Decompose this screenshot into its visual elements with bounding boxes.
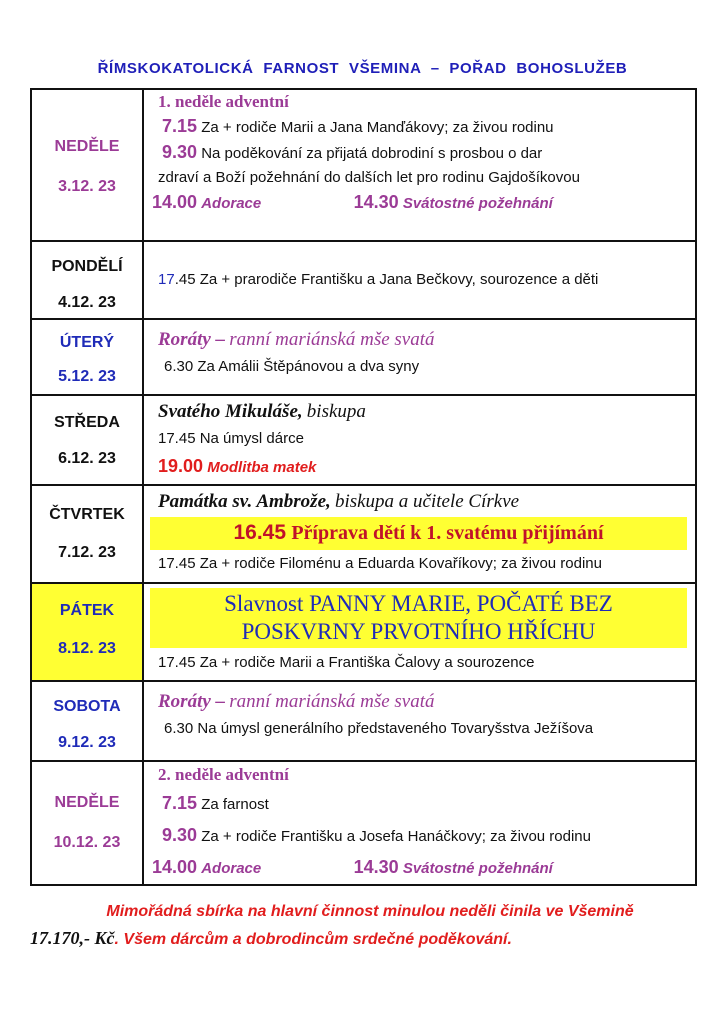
- heading-bold: Svatého Mikuláše,: [158, 401, 303, 422]
- heading-rest: biskupa: [306, 401, 366, 422]
- service-time: 9.30: [162, 825, 198, 845]
- services-cell: [143, 395, 696, 485]
- service-text: Adorace: [201, 860, 262, 877]
- day-date: 7.12. 23: [58, 544, 116, 561]
- table-row: [31, 395, 696, 485]
- day-heading: [144, 682, 695, 717]
- service-time: 7.15: [162, 116, 198, 136]
- day-date: 5.12. 23: [58, 368, 116, 385]
- service-line: 17.45 Na úmysl dárce: [158, 430, 304, 447]
- services-cell: [143, 583, 696, 681]
- service-text: Za farnost: [201, 796, 269, 813]
- service-line: [144, 451, 695, 483]
- schedule-table: [30, 88, 697, 886]
- table-row: [31, 761, 696, 885]
- day-name: PÁTEK: [59, 602, 115, 619]
- day-cell: [31, 319, 143, 395]
- notice-line-2: [30, 925, 710, 953]
- highlight-box: [150, 517, 687, 550]
- day-date: 4.12. 23: [58, 294, 116, 311]
- table-row: [31, 319, 696, 395]
- day-date: 10.12. 23: [53, 834, 121, 851]
- day-cell: [31, 681, 143, 761]
- table-row: [31, 583, 696, 681]
- services-cell: [143, 681, 696, 761]
- table-row: [31, 681, 696, 761]
- service-time: 14.30: [353, 857, 399, 877]
- day-heading: 1. neděle adventní: [158, 92, 289, 111]
- service-text: Modlitba matek: [207, 459, 317, 476]
- service-text: Za + rodiče Marii a Jana Manďákovy; za živou rodinu: [201, 119, 554, 136]
- heading-rest: ranní mariánská mše svatá: [229, 691, 435, 712]
- day-date: 6.12. 23: [58, 450, 116, 467]
- service-time: 17: [158, 271, 175, 288]
- service-time: 16.45: [233, 521, 287, 544]
- service-line: 6.30 Na úmysl generálního představeného Tovaryšstva Ježíšova: [164, 720, 594, 737]
- heading-bold: Památka sv. Ambrože,: [158, 491, 331, 512]
- services-cell: [143, 319, 696, 395]
- service-line: [144, 268, 695, 292]
- service-time: 19.00: [158, 456, 204, 476]
- day-name: PONDĚLÍ: [51, 258, 123, 275]
- page-title: ŘÍMSKOKATOLICKÁ FARNOST VŠEMINA – POŘAD BOHOSLUŽEB: [97, 60, 628, 77]
- collection-notice: [30, 899, 710, 953]
- service-line: [144, 114, 695, 140]
- notice-line-1: Mimořádná sbírka na hlavní činnost minulou neděli činila ve Všemině: [106, 903, 634, 920]
- service-line: [144, 140, 695, 166]
- day-cell: [31, 485, 143, 583]
- day-cell: [31, 761, 143, 885]
- day-name: SOBOTA: [53, 698, 121, 715]
- services-cell: [143, 761, 696, 885]
- day-heading: 2. neděle adventní: [158, 765, 289, 784]
- feast-box: [150, 588, 687, 648]
- service-text: Na poděkování za přijatá dobrodiní s prosbou o dar: [201, 145, 543, 162]
- service-time: 14.00: [152, 857, 198, 877]
- service-line: 17.45 Za + rodiče Marii a Františka Čalovy a sourozence: [158, 654, 535, 671]
- heading-rest: biskupa a učitele Církve: [334, 491, 520, 512]
- service-text: Adorace: [201, 195, 262, 212]
- services-cell: [143, 89, 696, 241]
- day-heading: [144, 320, 695, 355]
- day-name: ÚTERÝ: [59, 334, 115, 351]
- day-name: ČTVRTEK: [49, 506, 125, 523]
- feast-title-line: POSKVRNY PRVOTNÍHO HŘÍCHU: [241, 619, 596, 644]
- table-row: [31, 485, 696, 583]
- service-text: Svátostné požehnání: [402, 195, 553, 212]
- day-cell: [31, 89, 143, 241]
- service-time: 7.15: [162, 793, 198, 813]
- day-date: 9.12. 23: [58, 734, 116, 751]
- day-heading: [144, 396, 695, 427]
- service-text: .45 Za + prarodiče Františku a Jana Bečkovy, sourozence a děti: [174, 271, 599, 288]
- service-line: [144, 820, 695, 852]
- services-cell: [143, 241, 696, 319]
- table-row: [31, 241, 696, 319]
- day-name: NEDĚLE: [54, 794, 120, 811]
- service-text: Svátostné požehnání: [402, 860, 553, 877]
- service-time: 9.30: [162, 142, 198, 162]
- collection-amount: 17.170,- Kč: [30, 928, 115, 948]
- table-row: [31, 89, 696, 241]
- feast-title-line: Slavnost PANNY MARIE, POČATÉ BEZ: [224, 591, 613, 616]
- heading-bold: Roráty –: [158, 329, 226, 350]
- service-text: Příprava dětí k 1. svatému přijímání: [291, 522, 604, 544]
- service-line: 17.45 Za + rodiče Filoménu a Eduarda Kovaříkovy; za živou rodinu: [158, 555, 602, 572]
- day-cell: [31, 241, 143, 319]
- day-name: STŘEDA: [54, 414, 120, 431]
- service-line: 6.30 Za Amálii Štěpánovou a dva syny: [164, 358, 420, 375]
- service-line-cont: zdraví a Boží požehnání do dalších let pro rodinu Gajdošíkovou: [158, 169, 580, 186]
- thanks-text: . Všem dárcům a dobrodincům srdečné poděkování.: [114, 931, 512, 948]
- heading-bold: Roráty –: [158, 691, 226, 712]
- service-line: [144, 788, 695, 820]
- day-heading: [144, 486, 695, 517]
- heading-rest: ranní mariánská mše svatá: [229, 329, 435, 350]
- day-date: 8.12. 23: [58, 640, 116, 657]
- service-time: 14.00: [152, 192, 198, 212]
- day-cell: [31, 583, 143, 681]
- service-text: Za + rodiče Františku a Josefa Hanáčkovy; za živou rodinu: [201, 828, 591, 845]
- service-time: 14.30: [353, 192, 399, 212]
- afternoon-line: [144, 852, 695, 884]
- afternoon-line: [144, 190, 695, 216]
- day-date: 3.12. 23: [58, 178, 116, 195]
- day-name: NEDĚLE: [54, 138, 120, 155]
- day-cell: [31, 395, 143, 485]
- services-cell: [143, 485, 696, 583]
